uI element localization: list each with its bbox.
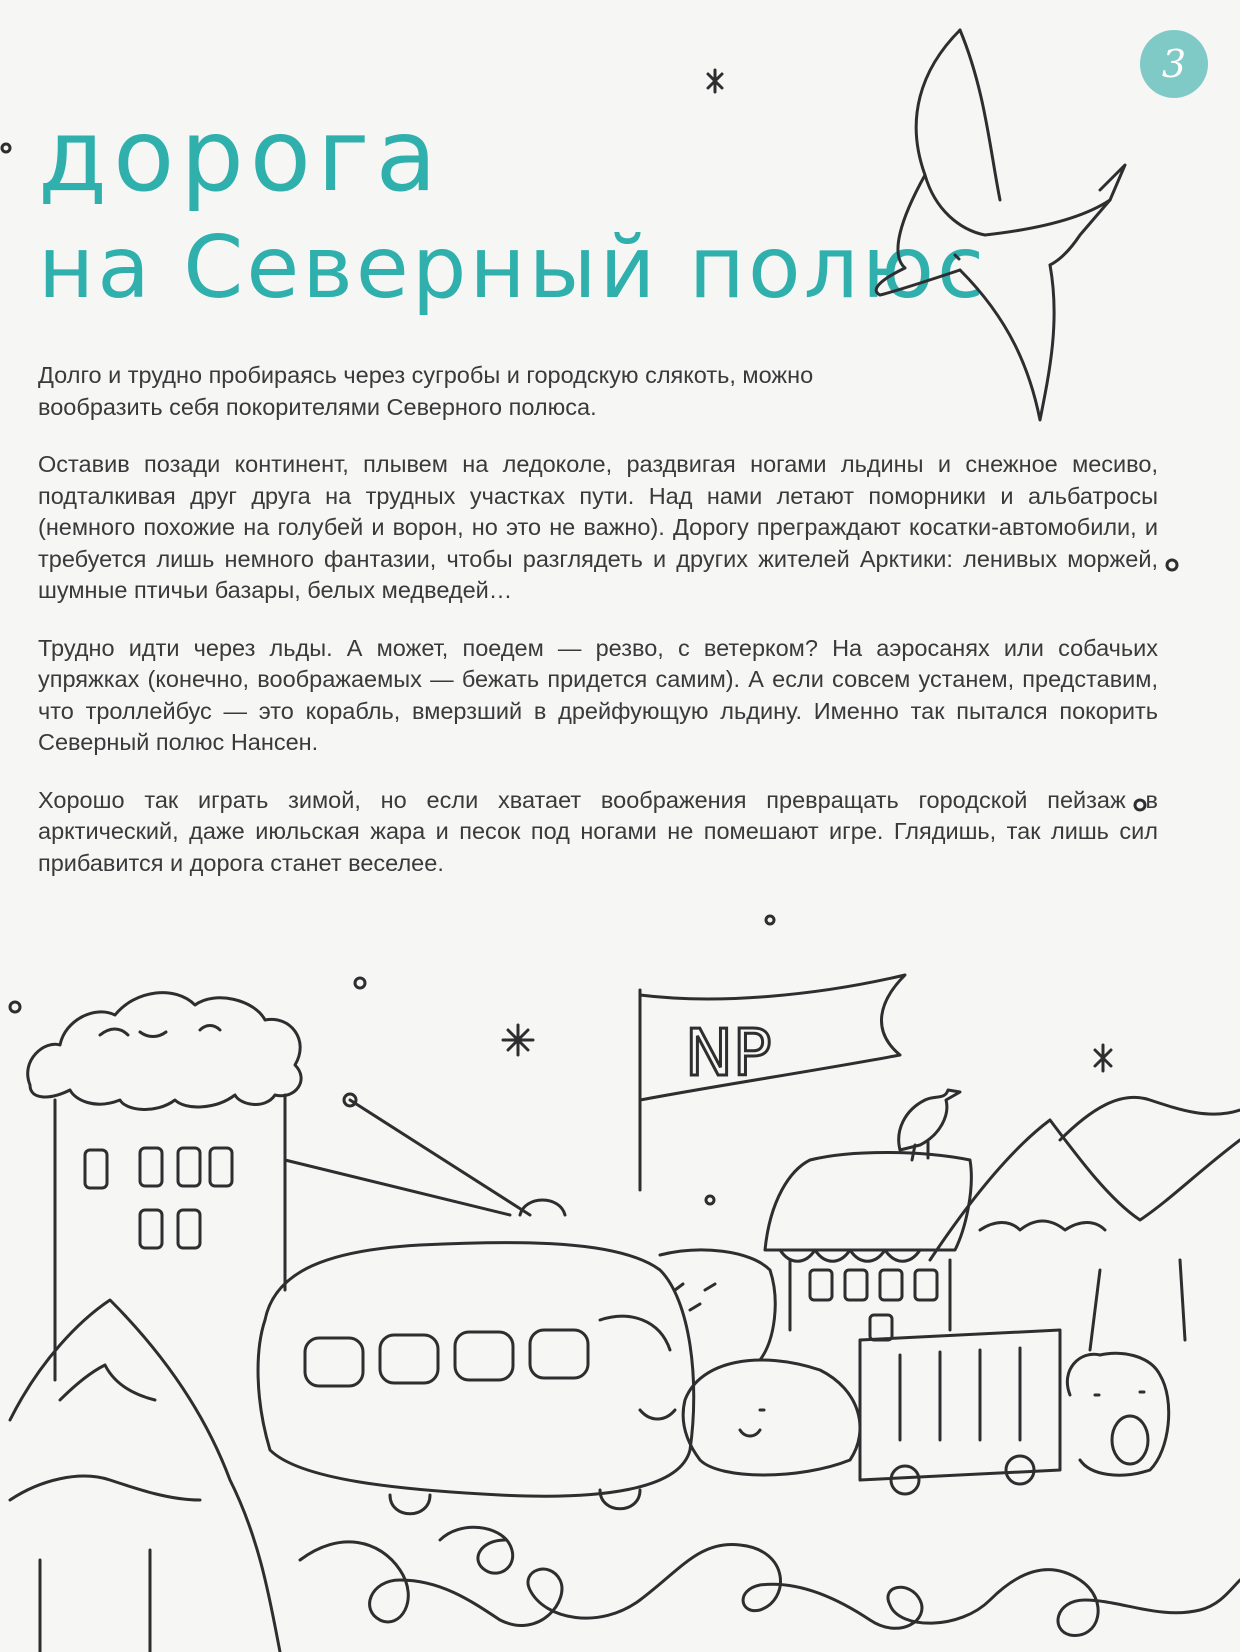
title-line-1: дорога: [38, 97, 443, 214]
body-text: [38, 360, 1158, 905]
animals-drawing: [660, 1250, 1169, 1494]
paragraph-4: Хорошо так играть зимой, но если хватает воображения превращать городской пейзаж в арктический, даже июльская жара и песок под ногами не помешают игре. Глядишь, так лишь сил прибавится и дорога станет веселее.: [38, 786, 1158, 876]
paragraph-1: Долго и трудно пробираясь через сугробы и городскую слякоть, можно вообразить себя покорителями Северного полюса.: [38, 362, 814, 420]
flag-label: NP: [685, 1017, 772, 1091]
title-line-2: на Северный полюс: [38, 218, 988, 318]
paragraph-3: Трудно идти через льды. А может, поедем — резво, с ветерком? На аэросанях или собачьих упряжках (конечно, воображаемых — бежать придется самим). А если совсем устанем, представим, что троллейбус — это корабль, вмерзший в дрейфующую льдину. Именно так пытался покорить Северный полюс Нансен.: [38, 634, 1158, 755]
page-title: [38, 97, 988, 324]
mountains-drawing: [10, 1097, 1240, 1652]
house-drawing: [765, 1090, 971, 1340]
trolleybus-drawing: [258, 1094, 694, 1514]
flag-drawing: [640, 975, 905, 1190]
paragraph-2: Оставив позади континент, плывем на ледоколе, раздвигая ногами льдины и снежное месиво, подталкивая друг друга на трудных участках пути. Над нами летают поморники и альбатросы (немного похожие на голубей и ворон, но это не важно). Дорогу преграждают косатки-автомобили, и требуется лишь немного фантазии, чтобы разглядеть и других жителей Арктики: ленивых моржей, шумные птичьи базары, белых медведей…: [38, 451, 1158, 603]
swirl-path-drawing: [300, 1527, 1240, 1635]
building-drawing: [28, 993, 301, 1380]
page-number-badge: 3: [1140, 30, 1208, 98]
